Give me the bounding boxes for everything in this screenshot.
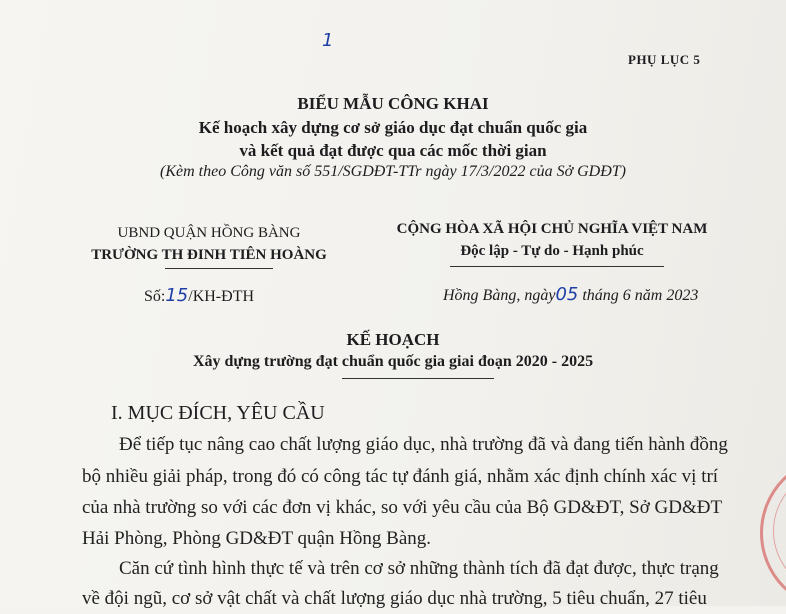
paragraph-line: Để tiếp tục nâng cao chất lượng giáo dục, nhà trường đã và đang tiến hành đồng bbox=[119, 434, 728, 455]
plan-heading: KẾ HOẠCH bbox=[346, 330, 440, 349]
date-day-handwritten: 05 bbox=[555, 284, 579, 305]
school-underline bbox=[165, 268, 273, 269]
official-seal-inner-ring bbox=[773, 468, 786, 594]
document-number bbox=[144, 285, 254, 306]
appendix-label: PHỤ LỤC 5 bbox=[628, 52, 701, 67]
paragraph-line: của nhà trường so với các đơn vị khác, so với yêu cầu của Bộ GD&ĐT, Sở GD&ĐT bbox=[82, 497, 723, 518]
nation-name: CỘNG HÒA XÃ HỘI CHỦ NGHĨA VIỆT NAM bbox=[396, 221, 708, 237]
section-heading: I. MỤC ĐÍCH, YÊU CẦU bbox=[111, 402, 325, 424]
school-name: TRƯỜNG TH ĐINH TIÊN HOÀNG bbox=[91, 247, 327, 263]
authority-name: UBND QUẬN HỒNG BÀNG bbox=[117, 225, 301, 241]
form-subtitle-2: và kết quả đạt được qua các mốc thời gian bbox=[239, 141, 547, 160]
paragraph-line: bộ nhiều giải pháp, trong đó có công tác tự đánh giá, nhằm xác định chính xác vị trí bbox=[82, 466, 719, 487]
form-subtitle-1: Kế hoạch xây dựng cơ sở giáo dục đạt chuẩn quốc gia bbox=[198, 118, 588, 137]
form-title: BIỂU MẪU CÔNG KHAI bbox=[297, 94, 489, 113]
doc-number-prefix: Số: bbox=[144, 288, 166, 305]
doc-number-suffix: /KH-ĐTH bbox=[188, 288, 255, 305]
paragraph-line: Căn cứ tình hình thực tế và trên cơ sở những thành tích đã đạt được, thực trạng bbox=[119, 558, 719, 579]
paragraph-line: về đội ngũ, cơ sở vật chất và chất lượng giáo dục nhà trường, 5 tiêu chuẩn, 27 tiêu bbox=[82, 588, 707, 609]
page-number: 1 bbox=[322, 30, 334, 51]
plan-underline bbox=[342, 378, 494, 379]
document-date bbox=[443, 284, 698, 305]
plan-subheading: Xây dựng trường đạt chuẩn quốc gia giai đoạn 2020 - 2025 bbox=[192, 353, 594, 370]
date-suffix: tháng 6 năm 2023 bbox=[582, 287, 699, 304]
national-motto: Độc lập - Tự do - Hạnh phúc bbox=[460, 243, 644, 259]
doc-number-handwritten: 15 bbox=[165, 285, 189, 306]
date-prefix: Hồng Bàng, ngày bbox=[443, 287, 556, 304]
official-seal bbox=[760, 455, 786, 611]
motto-underline bbox=[450, 266, 664, 267]
paragraph-line: Hải Phòng, Phòng GD&ĐT quận Hồng Bàng. bbox=[82, 528, 432, 549]
form-reference-note: (Kèm theo Công văn số 551/SGDĐT-TTr ngày 17/3/2022 của Sở GDĐT) bbox=[159, 163, 626, 180]
